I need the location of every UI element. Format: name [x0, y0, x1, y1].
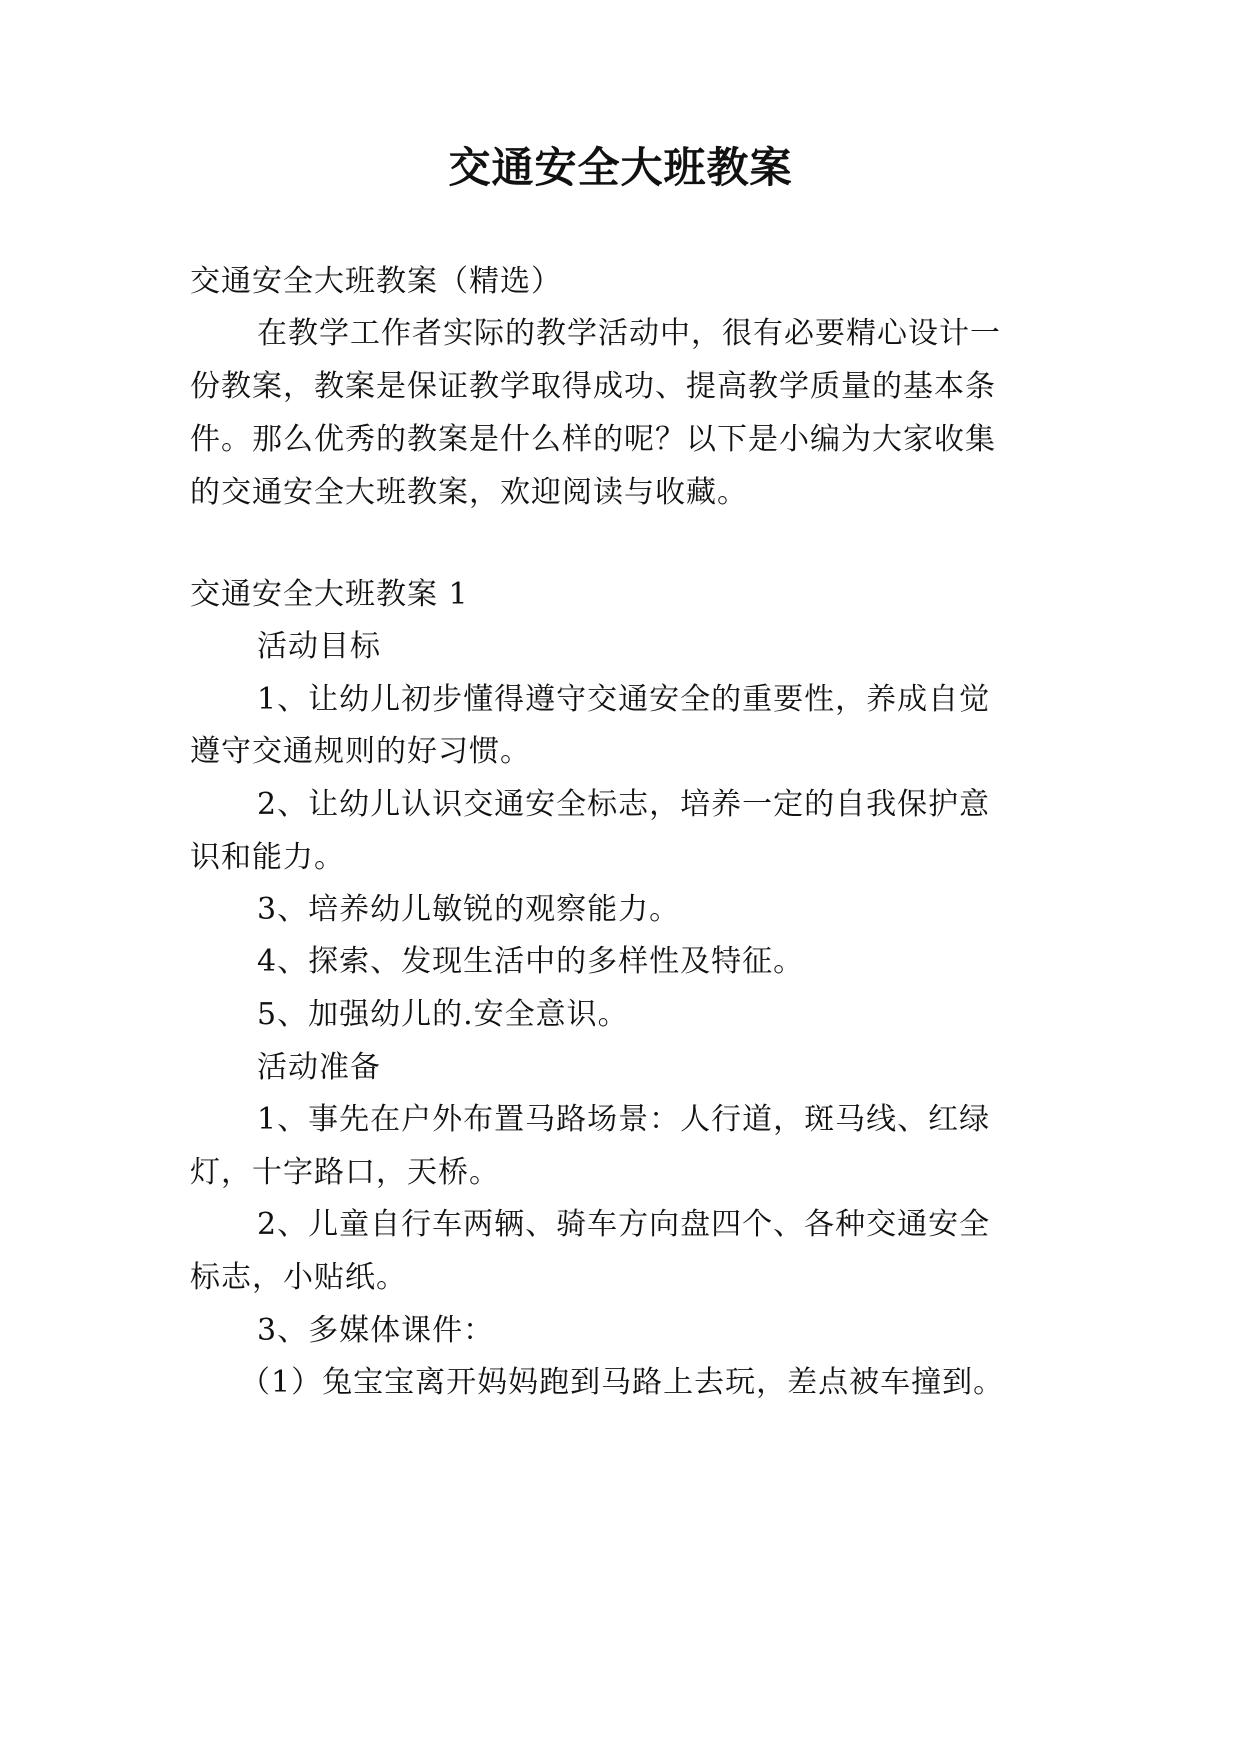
document-subtitle: 交通安全大班教案（精选） — [190, 264, 562, 299]
goal-1-line-2: 遵守交通规则的好习惯。 — [190, 734, 531, 769]
prep-1-line-2: 灯，十字路口，天桥。 — [190, 1155, 500, 1190]
document-title: 交通安全大班教案 — [448, 143, 793, 192]
prep-2-line-2: 标志，小贴纸。 — [190, 1260, 407, 1295]
prep-heading: 活动准备 — [257, 1050, 381, 1085]
goal-3: 3、培养幼儿敏锐的观察能力。 — [257, 892, 681, 927]
intro-line-4: 的交通安全大班教案，欢迎阅读与收藏。 — [190, 475, 748, 510]
goal-2-line-1: 2、让幼儿认识交通安全标志，培养一定的自我保护意 — [257, 787, 991, 822]
goal-1-line-1: 1、让幼儿初步懂得遵守交通安全的重要性，养成自觉 — [257, 682, 991, 717]
goal-4: 4、探索、发现生活中的多样性及特征。 — [257, 944, 805, 979]
intro-line-1: 在教学工作者实际的教学活动中，很有必要精心设计一 — [257, 316, 1001, 351]
prep-1-line-1: 1、事先在户外布置马路场景：人行道，斑马线、红绿 — [257, 1102, 991, 1137]
goal-2-line-2: 识和能力。 — [190, 840, 345, 875]
intro-line-2: 份教案，教案是保证教学取得成功、提高教学质量的基本条 — [190, 369, 996, 404]
section-heading: 交通安全大班教案 1 — [190, 577, 469, 612]
media-item-1: （1）兔宝宝离开妈妈跑到马路上去玩，差点被车撞到。 — [240, 1365, 1005, 1400]
intro-line-3: 件。那么优秀的教案是什么样的呢？以下是小编为大家收集 — [190, 422, 996, 457]
goals-heading: 活动目标 — [257, 629, 381, 664]
goal-5: 5、加强幼儿的.安全意识。 — [257, 997, 629, 1032]
prep-3: 3、多媒体课件： — [257, 1313, 495, 1348]
prep-2-line-1: 2、儿童自行车两辆、骑车方向盘四个、各种交通安全 — [257, 1207, 991, 1242]
